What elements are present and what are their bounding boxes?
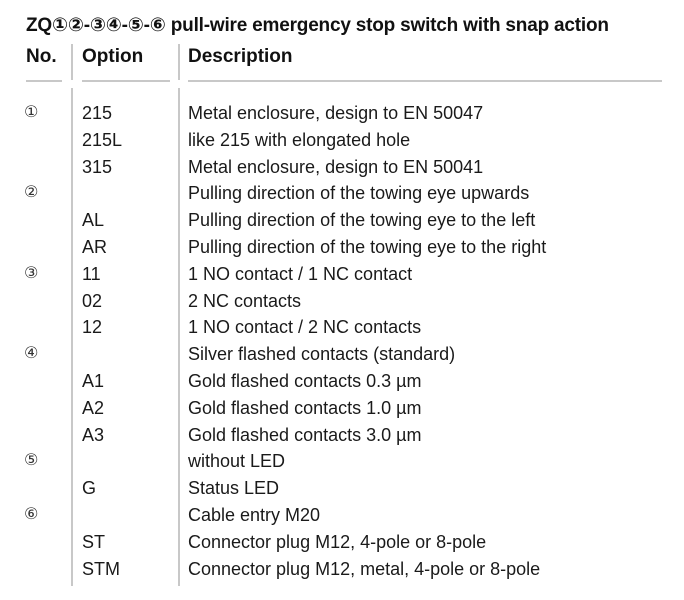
header-underline — [26, 80, 62, 82]
row-option-code: A1 — [82, 370, 105, 391]
row-description: Metal enclosure, design to EN 50041 — [188, 156, 484, 177]
row-option-code: A3 — [82, 424, 105, 445]
row-description: Status LED — [188, 478, 280, 499]
row-option-code: 11 — [82, 263, 101, 284]
column-header-description: Description — [188, 46, 293, 67]
row-description: Gold flashed contacts 3.0 µm — [188, 424, 422, 445]
row-description: Silver flashed contacts (standard) — [188, 344, 456, 365]
table-row — [0, 475, 684, 502]
row-description: Connector plug M12, metal, 4-pole or 8-pole — [188, 558, 541, 579]
row-option-code: 215 — [82, 103, 113, 123]
row-option-code: 02 — [82, 290, 103, 311]
header-underline — [188, 80, 662, 82]
table-row — [0, 314, 684, 341]
table-row — [0, 261, 684, 288]
row-description: 1 NO contact / 2 NC contacts — [188, 317, 422, 338]
row-number-symbol: ③ — [24, 264, 39, 282]
row-option-code: AR — [82, 236, 108, 257]
row-number-symbol: ⑥ — [24, 505, 39, 523]
row-option-code: STM — [82, 558, 120, 579]
row-description: Pulling direction of the towing eye to the right — [188, 236, 547, 257]
table-row — [0, 556, 684, 583]
column-header-option: Option — [82, 46, 144, 67]
row-description: Metal enclosure, design to EN 50047 — [188, 103, 484, 123]
row-option-code: 215L — [82, 129, 123, 150]
header-underline — [82, 80, 170, 82]
row-description: 1 NO contact / 1 NC contact — [188, 263, 413, 284]
row-description: Pulling direction of the towing eye upwards — [188, 183, 530, 204]
table-row — [0, 180, 684, 207]
page-title: ZQ①②-③④-⑤-⑥ pull-wire emergency stop switch with snap action — [26, 15, 609, 36]
row-option-code: ST — [82, 531, 106, 552]
table-row — [0, 448, 684, 475]
table-row — [0, 288, 684, 315]
table-row — [0, 154, 684, 181]
row-number-symbol: ⑤ — [24, 452, 39, 470]
row-description: without LED — [188, 451, 286, 472]
row-option-code: 12 — [82, 317, 103, 338]
row-number-symbol: ④ — [24, 345, 39, 363]
column-divider — [178, 44, 180, 80]
row-option-code: G — [82, 478, 97, 499]
table-row — [0, 341, 684, 368]
table-row — [0, 368, 684, 395]
row-description: Pulling direction of the towing eye to the left — [188, 210, 536, 231]
table-row — [0, 395, 684, 422]
row-number-symbol: ② — [24, 184, 39, 202]
row-description: Connector plug M12, 4-pole or 8-pole — [188, 531, 487, 552]
row-description: like 215 with elongated hole — [188, 129, 411, 150]
row-option-code: 315 — [82, 156, 113, 177]
row-description: Cable entry M20 — [188, 504, 321, 525]
table-row — [0, 529, 684, 556]
options-table — [0, 100, 684, 582]
column-header-no: No. — [26, 46, 57, 67]
row-option-code: A2 — [82, 397, 105, 418]
row-description: 2 NC contacts — [188, 290, 302, 311]
table-row — [0, 502, 684, 529]
table-row — [0, 127, 684, 154]
table-row — [0, 100, 684, 127]
table-row — [0, 234, 684, 261]
row-number-symbol: ① — [24, 104, 39, 121]
table-row — [0, 422, 684, 449]
table-row — [0, 207, 684, 234]
column-divider — [71, 44, 73, 80]
row-description: Gold flashed contacts 0.3 µm — [188, 370, 422, 391]
row-option-code: AL — [82, 210, 105, 231]
row-description: Gold flashed contacts 1.0 µm — [188, 397, 422, 418]
